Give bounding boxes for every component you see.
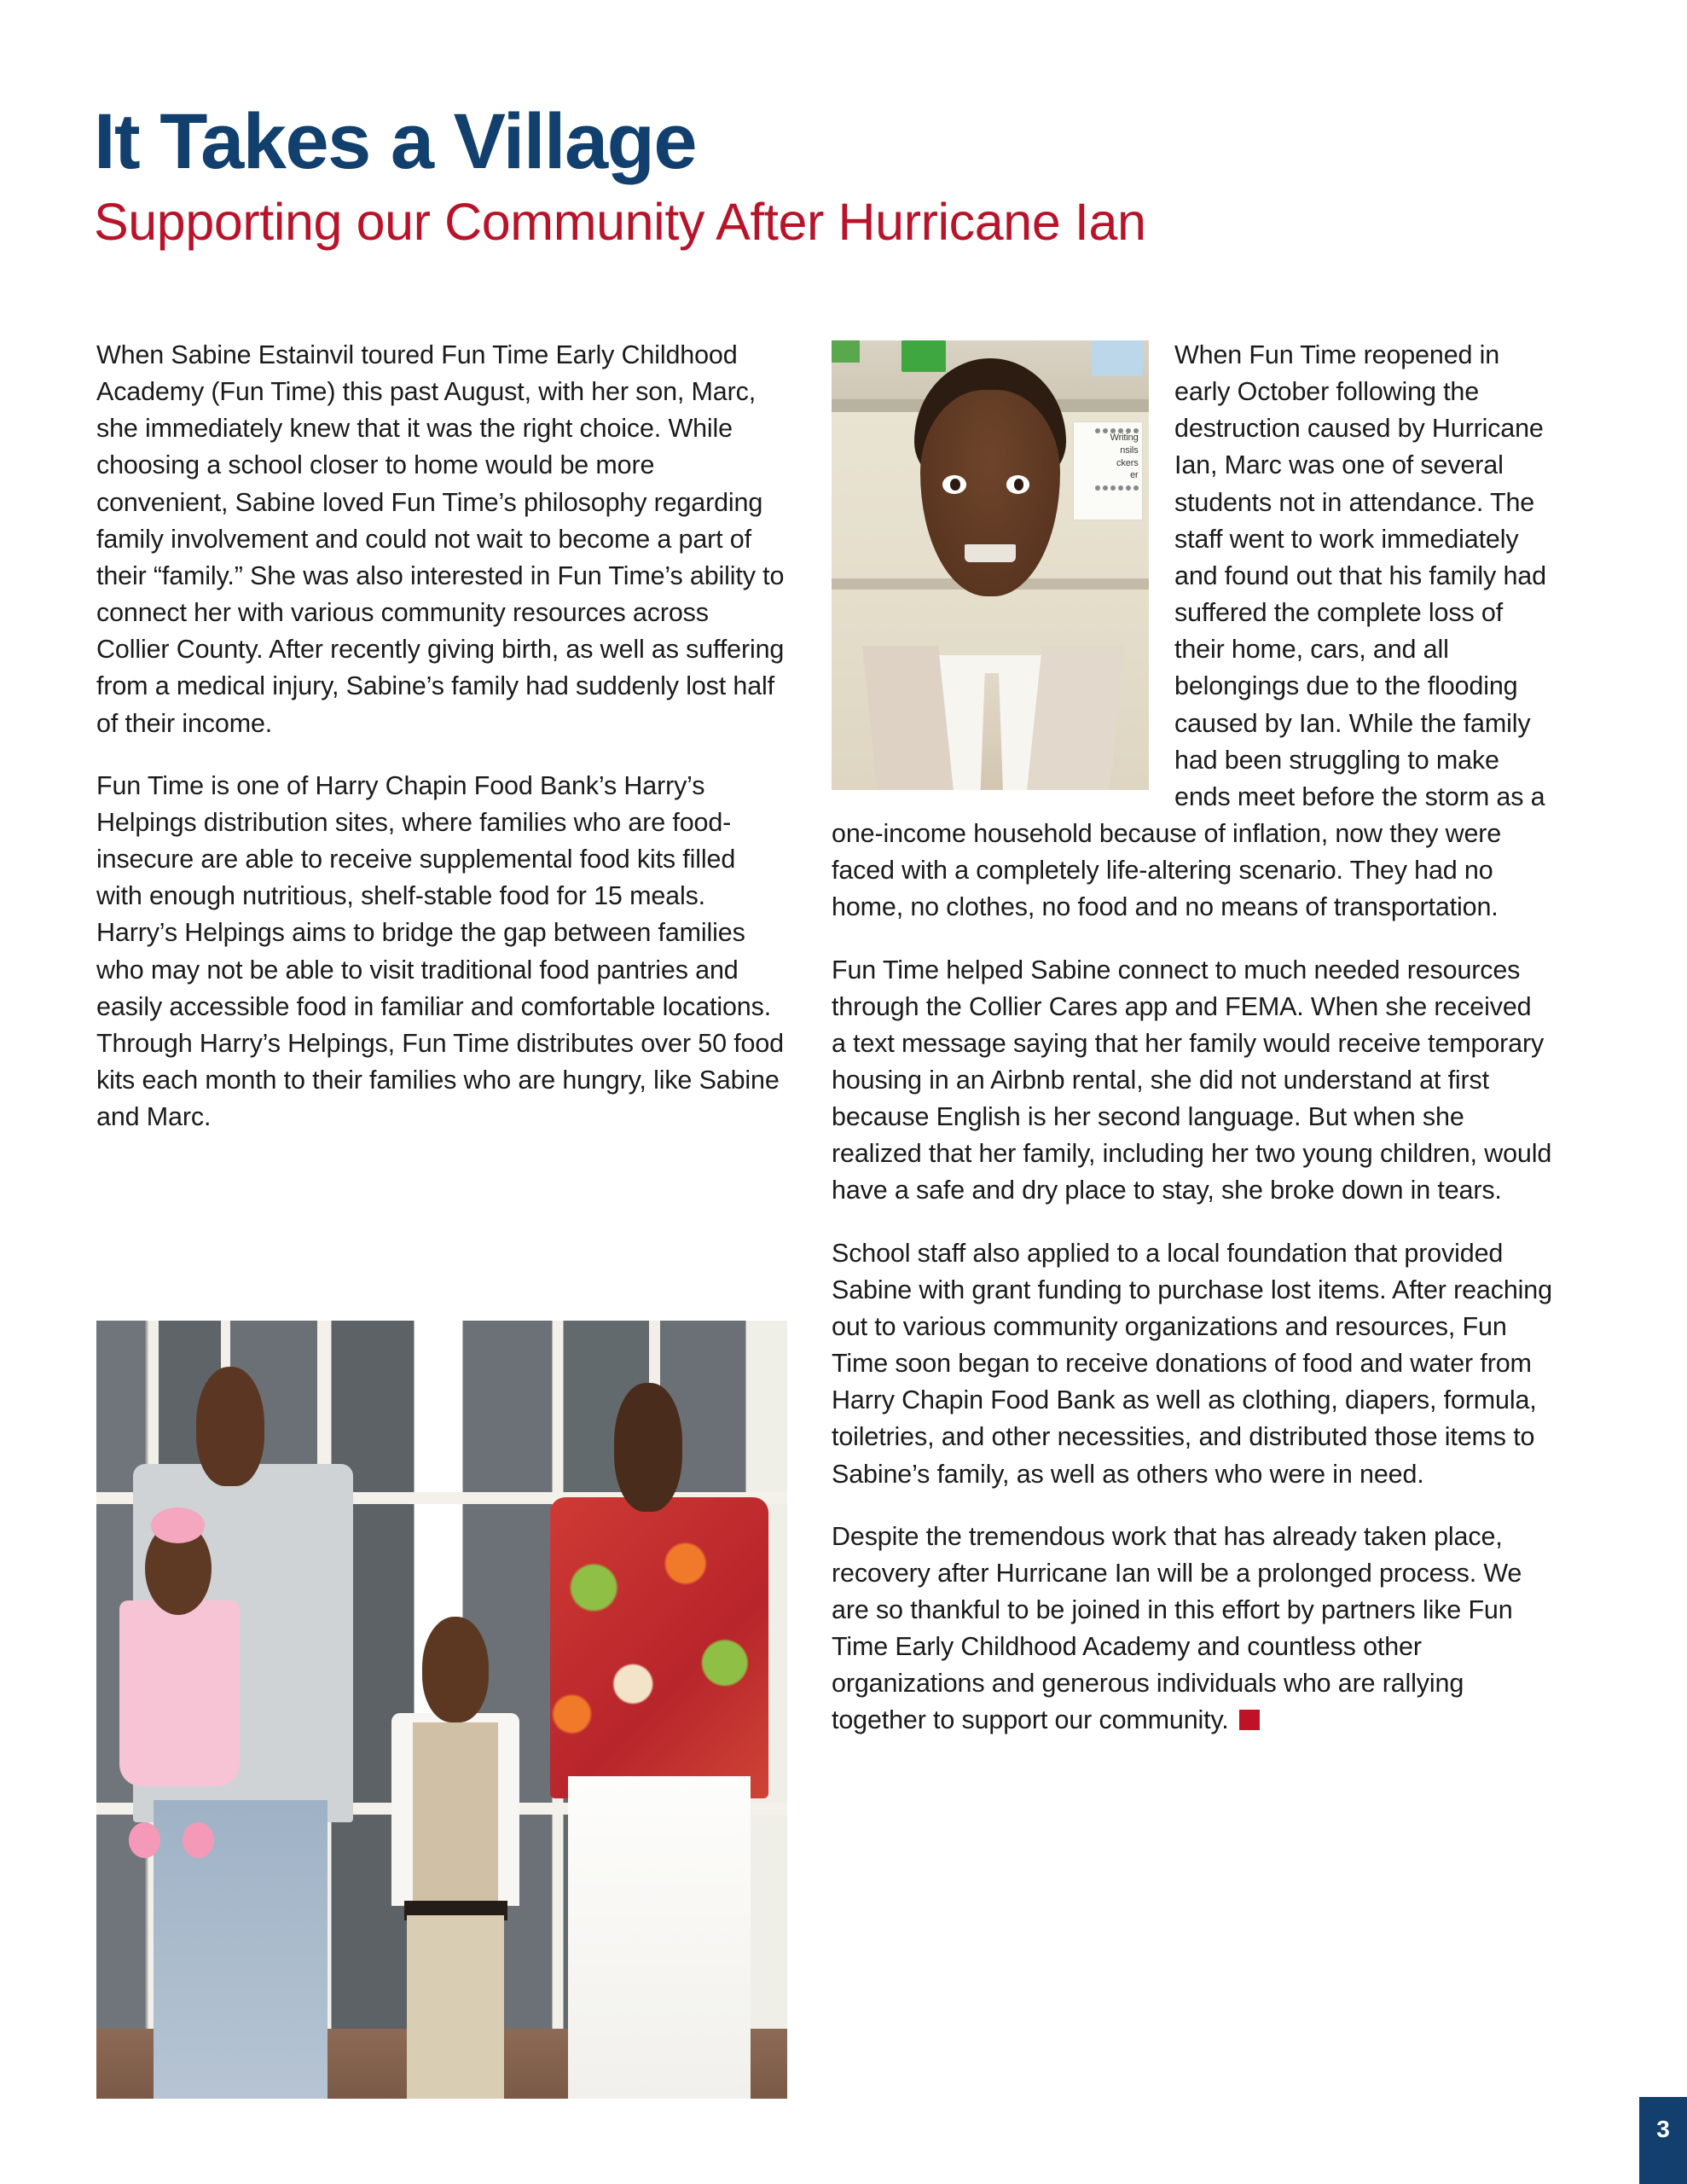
paragraph: Fun Time is one of Harry Chapin Food Bank’s Harry’s Helpings distribution sites, where families who are food-insecure are able to receive supplemental food kits filled with enough nutritious, shelf-stable food for 15 meals. Harry’s Helpings aims to bridge the gap between families who may not be able to visit traditional food pantries and easily accessible food in familiar and comfortable locations. Through Harry’s Helpings, Fun Time distributes over 50 food kits each month to their families who are hungry, like Sabine and Marc. <box>96 770 784 1132</box>
mother-floral-top <box>550 1497 769 1798</box>
baby-shoe-right <box>183 1822 214 1858</box>
mother-white-pants <box>568 1776 751 2099</box>
paragraph: Fun Time helped Sabine connect to much needed resources through the Collier Cares app and FEMA. When she received a text message saying that her family would receive temporary housing in an Airbnb rental, she did not understand at first because English is her second language. But when she realized that her family, including her two young children, would have a safe and dry place to stay, she broke down in tears. <box>832 955 1552 1205</box>
paragraph: When Fun Time reopened in early October following the destruction caused by Hurricane Ian, Marc was one of several students not in attendance. The staff went to work immediately and found out that his family had suffered the complete loss of their home, cars, and all belongings due to the flooding caused by Ian. While the family had been struggling to make ends meet before the storm as a one-income household because of inflation, now they were faced with a completely life-altering scenario. They had no home, no clothes, no food and no means of transportation. <box>832 340 1546 922</box>
poster-dots-top <box>1077 425 1139 430</box>
paragraph-last <box>832 1519 1552 1740</box>
paragraph: School staff also applied to a local foundation that provided Sabine with grant funding to purchase lost items. After reaching out to various community organizations and resources, Fun Time soon began to receive donations of food and water from Harry Chapin Food Bank as well as clothing, diapers, formula, toiletries, and other necessities, and distributed those items to Sabine’s family, as well as others who were in need. <box>832 1238 1552 1489</box>
paragraph-text: Despite the tremendous work that has already taken place, recovery after Hurricane Ian will be a prolonged process. We are so thankful to be joined in this effort by partners like Fun Time Early Childhood Academy and countless other organizations and generous individuals who are rallying together to support our community. <box>832 1521 1522 1735</box>
mother-figure <box>546 1383 774 2099</box>
blue-shelf-item <box>1092 340 1143 376</box>
boy-portrait-photo <box>832 340 1149 790</box>
family-photo <box>96 1321 787 2099</box>
right-column <box>832 337 1552 1740</box>
boy-figure <box>380 1617 531 2099</box>
baby-hair-bow <box>151 1507 205 1543</box>
boy-vest-right <box>1027 646 1124 790</box>
poster-dots-bottom <box>1077 482 1139 487</box>
paragraph: When Sabine Estainvil toured Fun Time Early Childhood Academy (Fun Time) this past August, with her son, Marc, she immediately knew that it was the right choice. While choosing a school closer to home would be more convenient, Sabine loved Fun Time’s philosophy regarding family involvement and could not wait to become a part of their “family.” She was also interested in Fun Time’s ability to connect her with various community resources across Collier County. After recently giving birth, as well as suffering from a medical injury, Sabine’s family had suddenly lost half of their income. <box>96 340 785 738</box>
boy-tan-vest <box>413 1722 498 1906</box>
green-bin-left <box>832 340 860 363</box>
father-head <box>196 1367 264 1486</box>
page-title: It Takes a Village <box>94 98 696 185</box>
green-bin <box>901 340 946 372</box>
end-mark <box>1239 1710 1260 1730</box>
masthead <box>94 98 1603 251</box>
poster-line-1: Writing <box>1110 432 1139 443</box>
poster-line-4: er <box>1130 470 1139 481</box>
classroom-poster <box>1073 421 1143 520</box>
page-number-tab <box>1639 2097 1687 2184</box>
baby-shoe-left <box>129 1822 160 1858</box>
poster-line-2: nsils <box>1120 444 1139 456</box>
mother-head <box>614 1383 682 1512</box>
boy-head <box>422 1617 489 1722</box>
baby-dress <box>119 1600 241 1786</box>
left-column <box>96 337 787 1136</box>
baby-figure <box>103 1507 262 1866</box>
poster-line-3: ckers <box>1116 457 1139 468</box>
boy-smile <box>965 543 1016 562</box>
page-number: 3 <box>1656 2116 1670 2142</box>
page-subtitle: Supporting our Community After Hurricane Ian <box>94 192 1146 251</box>
boy-khaki-pants <box>407 1915 504 2099</box>
boy-vest-left <box>862 646 954 790</box>
